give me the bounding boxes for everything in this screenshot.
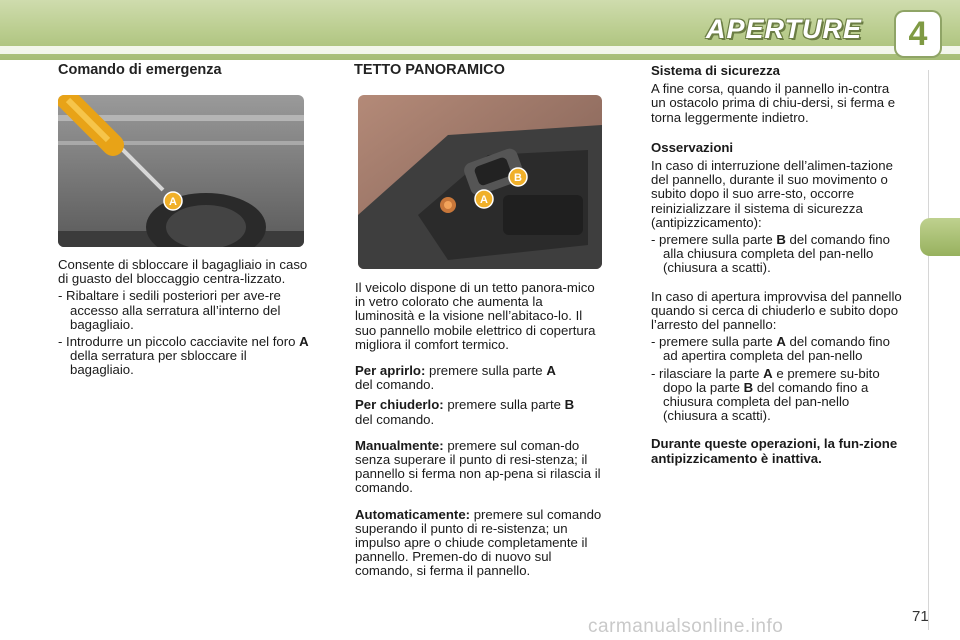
text-run: - premere sulla parte [651, 334, 777, 350]
emergency-intro: Consente di sbloccare il bagagliaio in caso di guasto del bloccaggio centra-lizzato. [58, 257, 308, 287]
manual-label: Manualmente: [355, 437, 444, 453]
key-a: A [776, 334, 786, 350]
text-run: della serratura per sbloccare il bagagliaio. [70, 348, 247, 378]
pinch-bullet-1 [651, 335, 904, 363]
open-instruction [355, 364, 605, 392]
text-run: premere sulla parte [425, 363, 547, 379]
text-run: del comando. [355, 377, 435, 393]
roof-text [355, 281, 605, 579]
photo-label-b: B [514, 172, 522, 184]
roof-switch-photo [358, 95, 602, 269]
tab-active-chapter[interactable] [920, 218, 960, 256]
text-run: del comando fino alla chiusura completa del pan-nello (chiusura a scatti). [663, 232, 890, 276]
roof-intro: Il veicolo dispone di un tetto panora-mico in vetro colorato che aumenta la luminosità e la visione nell’abitaco-lo. Il suo pannello mobile elettrico di copertura migliora il comfort termico. [355, 280, 596, 352]
notes-heading: Osservazioni [651, 139, 734, 155]
section-title: APERTURE [705, 14, 862, 44]
page-header [0, 0, 960, 60]
safety-text: A fine corsa, quando il pannello in-contra un ostacolo prima di chiu-dersi, si ferma e torna leggermente indietro. [651, 81, 896, 125]
photo-label-a: A [480, 194, 488, 206]
page-number: 71 [912, 608, 929, 625]
text-run: e premere su-bito dopo la parte [663, 365, 880, 395]
pinch-warning: Durante queste operazioni, la fun-zione antipizzicamento è inattiva. [651, 436, 898, 466]
text-run: del comando fino ad apertira completa del pan-nello [663, 334, 890, 364]
manual-instruction [355, 439, 605, 496]
notes-text: In caso di interruzione dell’alimen-tazione del pannello, durante il suo movimento o subito dopo il suo arre-sto, occorre reinizializzare il sistema di sicurezza (antipizzicamento): [651, 158, 893, 230]
text-run: - rilasciare la parte [651, 365, 764, 381]
text-run: premere sul coman-do senza superare il punto di resi-stenza; il pannello si ferma non ap-pena si rilascia il comando. [355, 437, 601, 496]
auto-instruction [355, 508, 605, 579]
text-run: premere sulla parte [443, 397, 565, 413]
close-instruction [355, 398, 605, 426]
pinch-bullet-2 [651, 367, 904, 424]
emergency-bullet-2 [58, 335, 309, 378]
safety-section [651, 64, 904, 466]
emergency-heading: Comando di emergenza [58, 62, 222, 78]
notes-bullet [651, 233, 904, 276]
photo-label-a: A [169, 196, 177, 208]
watermark: carmanualsonline.info [588, 616, 784, 637]
auto-label: Automaticamente: [355, 506, 471, 522]
key-b: B [743, 379, 754, 395]
text-run: del comando. [355, 411, 435, 427]
header-band [0, 46, 960, 54]
open-label: Per aprirlo: [355, 363, 426, 379]
safety-heading: Sistema di sicurezza [651, 63, 781, 78]
tab-rail [928, 70, 960, 630]
key-a: A [546, 363, 556, 379]
chapter-number: 4 [908, 15, 928, 53]
key-a: A [299, 334, 309, 350]
key-b: B [776, 232, 786, 248]
panoramic-roof-heading: TETTO PANORAMICO [354, 62, 505, 78]
text-run: del comando fino a chiusura completa del pan-nello (chiusura a scatti). [663, 379, 869, 424]
text-run: - premere sulla parte [651, 232, 777, 248]
pinch-text: In caso di apertura improvvisa del pannello quando si cerca di chiuderlo e subito dopo l’arresto del pannello: [651, 288, 902, 333]
text-run: - Introdurre un piccolo cacciavite nel foro [58, 334, 300, 350]
key-b: B [564, 397, 575, 413]
text-run: premere sul comando superando il punto di re-sistenza; un impulso apre o chiude completamente il pannello. Premen-do di nuovo sul comando, si ferma il pannello. [355, 506, 602, 579]
chapter-badge [896, 12, 940, 56]
trunk-lock-photo [58, 95, 304, 247]
emergency-text [58, 258, 309, 378]
key-a: A [763, 365, 773, 381]
emergency-bullet-1: - Ribaltare i sedili posteriori per ave-re accesso alla serratura all’interno del bagagliaio. [58, 288, 281, 332]
close-label: Per chiuderlo: [355, 397, 444, 413]
